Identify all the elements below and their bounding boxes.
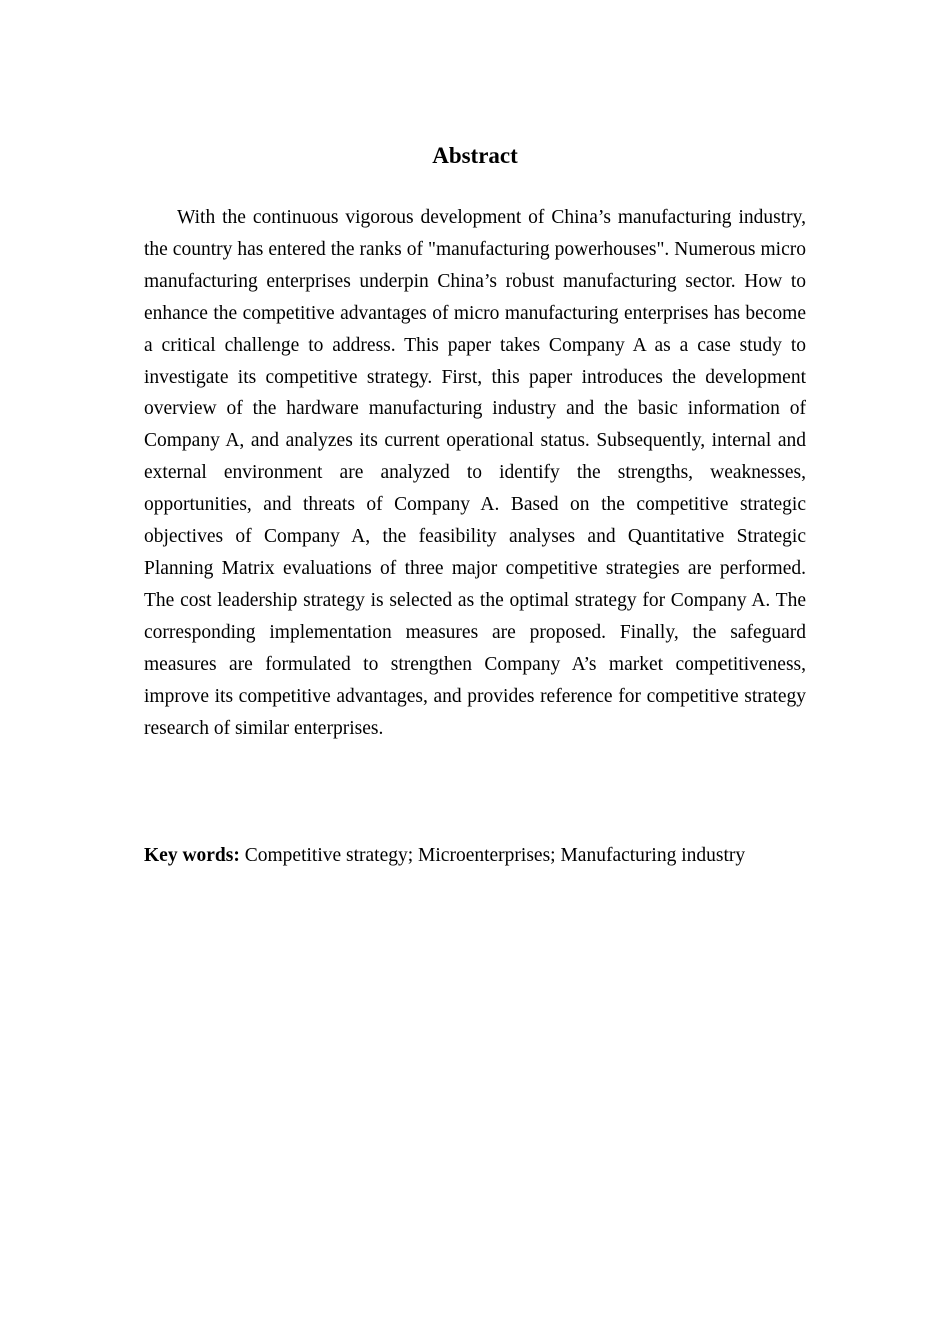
- keywords-text: Competitive strategy; Microenterprises; Manufacturing industry: [244, 845, 746, 866]
- abstract-paragraph: With the continuous vigorous development of China’s manufacturing industry, the country has entered the ranks of "manufacturing powerhouses". Numerous micro manufacturing enterprises underpin China’s robust manufacturing sector. How to enhance the competitive advantages of micro manufacturing enterprises has become a critical challenge to address. This paper takes Company A as a case study to investigate its competitive strategy. First, this paper introduces the development overview of the hardware manufacturing industry and the basic information of Company A, and analyzes its current operational status. Subsequently, internal and external environment are analyzed to identify the strengths, weaknesses, opportunities, and threats of Company A. Based on the competitive strategic objectives of Company A, the feasibility analyses and Quantitative Strategic Planning Matrix evaluations of three major competitive strategies are performed. The cost leadership strategy is selected as the optimal strategy for Company A. The corresponding implementation measures are proposed. Finally, the safeguard measures are formulated to strengthen Company A’s market competitiveness, improve its competitive advantages, and provides reference for competitive strategy research of similar enterprises.: [144, 207, 806, 739]
- keywords-label: Key words:: [144, 845, 240, 866]
- keywords-line: [144, 840, 806, 872]
- abstract-title: Abstract: [432, 143, 518, 168]
